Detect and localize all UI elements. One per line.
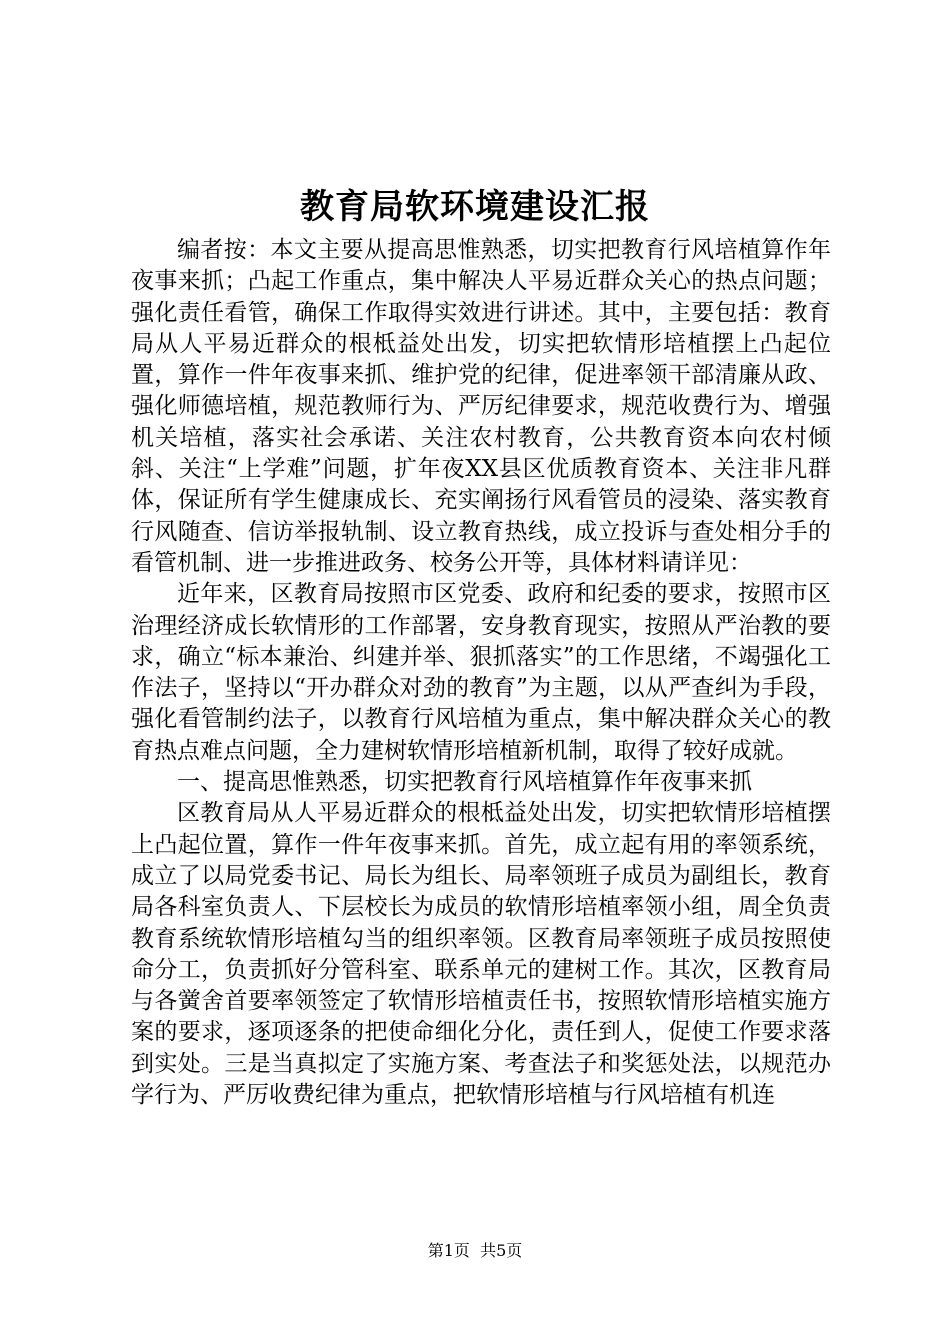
paragraph-intro: 近年来，区教育局按照市区党委、政府和纪委的要求，按照市区治理经济成长软情形的工作部署，安身教育现实，按照从严治教的要求，确立“标本兼治、纠建并举、狠抓落实”的工作思绪，不竭强化工作法子，坚持以“开办群众对劲的教育”为主题，以从严查纠为手段，强化看管制约法子，以教育行风培植为重点，集中解决群众关心的教育热点难点问题，全力建树软情形培植新机制，取得了较好成就。: [131, 581, 831, 764]
paragraph-editor-note: 编者按：本文主要从提高思惟熟悉，切实把教育行风培植算作年夜事来抓；凸起工作重点，集中解决人平易近群众关心的热点问题；强化责任看管，确保工作取得实效进行讲述。其中，主要包括：教育局从人平易近群众的根柢益处出发，切实把软情形培植摆上凸起位置，算作一件年夜事来抓、维护党的纪律，促进率领干部清廉从政、强化师德培植，规范教师行为、严厉纪律要求，规范收费行为、增强机关培植，落实社会承诺、关注农村教育，公共教育资本向农村倾斜、关注“上学难”问题，扩年夜XX县区优质教育资本、关注非凡群体，保证所有学生健康成长、充实阐扬行风看管员的浸染、落实教育行风随查、信访举报轨制、设立教育热线，成立投诉与查处相分手的看管机制、进一步推进政务、校务公开等，具体材料请详见：: [131, 237, 831, 576]
paragraph-section-1: 区教育局从人平易近群众的根柢益处出发，切实把软情形培植摆上凸起位置，算作一件年夜事来抓。首先，成立起有用的率领系统，成立了以局党委书记、局长为组长、局率领班子成员为副组长，教育局各科室负责人、下层校长为成员的软情形培植率领小组，周全负责教育系统软情形培植勾当的组织率领。区教育局率领班子成员按照使命分工，负责抓好分管科室、联系单元的建树工作。其次，区教育局与各黉舍首要率领签定了软情形培植责任书，按照软情形培植实施方案的要求，逐项逐条的把使命细化分化，责任到人，促使工作要求落到实处。三是当真拟定了实施方案、考查法子和奖惩处法，以规范办学行为、严厉收费纪律为重点，把软情形培植与行风培植有机连: [131, 800, 831, 1109]
section-heading-1: 一、提高思惟熟悉，切实把教育行风培植算作年夜事来抓: [177, 769, 752, 796]
document-body: [131, 235, 831, 1111]
page-footer: [0, 1240, 950, 1262]
page-number: 第1页: [427, 1241, 470, 1260]
document-title: 教育局软环境建设汇报: [300, 187, 650, 227]
page-total: 共5页: [480, 1241, 523, 1260]
